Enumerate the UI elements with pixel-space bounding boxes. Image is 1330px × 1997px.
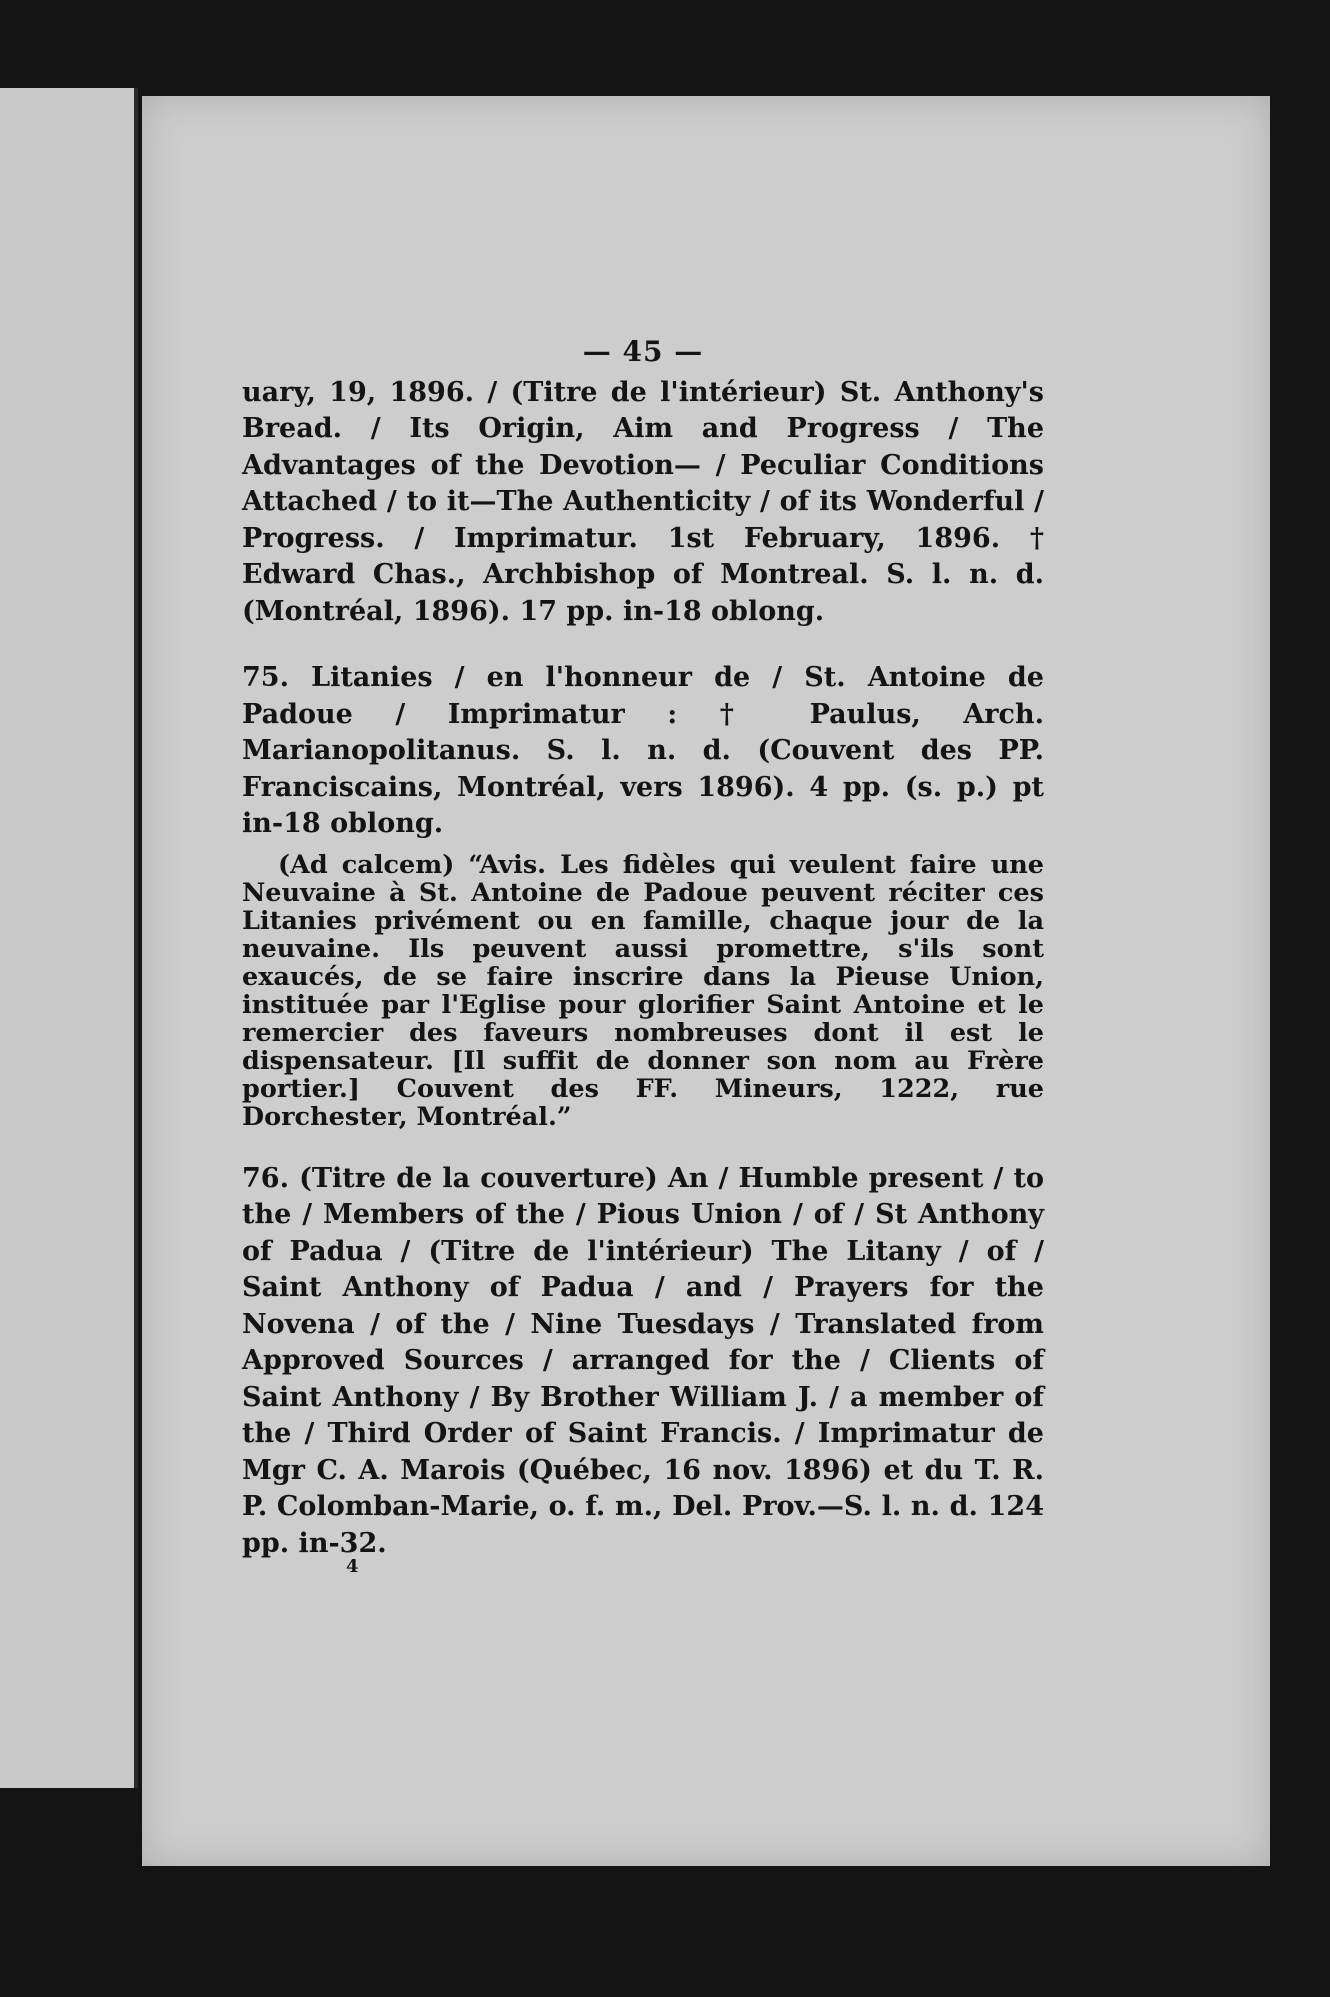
entry-number: 75. [242,662,289,693]
book-page [142,96,1270,1866]
entry-text: (Titre de la couverture) An / Humble present / to the / Members of the / Pious Union / of / St Anthony of Padua / (Titre de l'intérieur) The Litany / of / Saint Anthony of Padua / and / Prayers for the Novena / of the / Nine Tuesdays / Translated from Approved Sources / arranged for the / Clients of Saint Anthony / By Brother William J. / a member of the / Third Order of Saint Francis. / Imprimatur de Mgr C. A. Marois (Québec, 16 nov. 1896) et du T. R. P. Colomban-Marie, o. f. m., Del. Prov.—S. l. n. d. 124 pp. in-32. [242,1162,1044,1559]
paragraph-continuation: uary, 19, 1896. / (Titre de l'intérieur) St. Anthony's Bread. / Its Origin, Aim and Progress / The Advantages of the Devotion— / Peculiar Conditions Attached / to it—The Authenticity / of its Wonderful / Progress. / Imprimatur. 1st February, 1896. † Edward Chas., Archbishop of Montreal. S. l. n. d. (Montréal, 1896). 17 pp. in-18 oblong. [242,376,1044,627]
entry-text: Litanies / en l'honneur de / St. Antoine de Padoue / Imprimatur : † Paulus, Arch. Marianopolitanus. S. l. n. d. (Couvent des PP. Franciscains, Montréal, vers 1896). 4 pp. (s. p.) pt in-18 oblong. [242,662,1044,839]
page-number: — 45 — [582,335,704,368]
entry-76 [242,1161,1044,1563]
page-content [242,334,1044,1576]
entry-75-note: (Ad calcem) “Avis. Les fidèles qui veulent faire une Neuvaine à St. Antoine de Padoue peuvent réciter ces Litanies privément ou en famille, chaque jour de la neuvaine. Ils peuvent aussi promettre, s'ils sont exaucés, de se faire inscrire dans la Pieuse Union, instituée par l'Eglise pour glorifier Saint Antoine et le remercier des faveurs nombreuses dont il est le dispensateur. [Il suffit de donner son nom au Frère portier.] Couvent des FF. Mineurs, 1222, rue Dorchester, Montréal.” [242,849,1044,1132]
facing-page-edge [0,88,138,1788]
entry-75 [242,660,1044,843]
entry-number: 76. [242,1162,289,1194]
signature-mark: 4 [346,1556,359,1577]
